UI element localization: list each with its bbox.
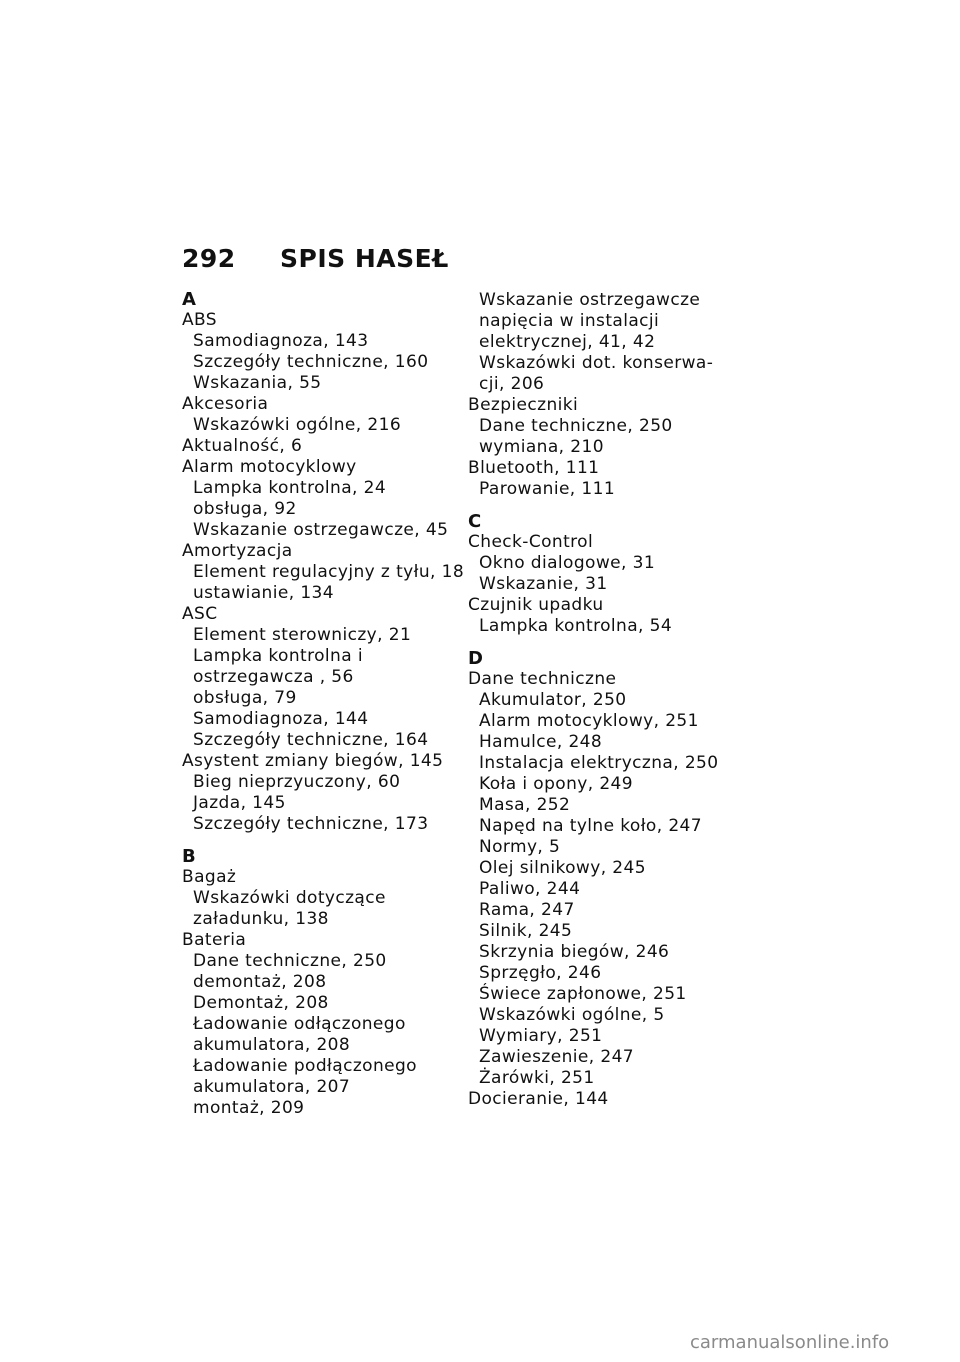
- index-subentry: Wskazówki ogólne, 216: [193, 415, 402, 435]
- index-subentry: wymiana, 210: [479, 437, 604, 457]
- index-subentry: Lampka kontrolna, 54: [479, 616, 673, 636]
- index-subentry: Wskazania, 55: [193, 373, 322, 393]
- index-entry: Docieranie, 144: [468, 1089, 609, 1109]
- index-entry: Dane techniczne: [468, 669, 617, 689]
- index-subentry: napięcia w instalacji: [479, 311, 660, 331]
- index-subentry: Dane techniczne, 250: [193, 951, 387, 971]
- index-subentry: Sprzęgło, 246: [479, 963, 602, 983]
- index-entry: Bluetooth, 111: [468, 458, 600, 478]
- index-subentry: Akumulator, 250: [479, 690, 627, 710]
- index-subentry: Koła i opony, 249: [479, 774, 633, 794]
- index-entry: Czujnik upadku: [468, 595, 604, 615]
- index-subentry: Wskazanie ostrzegawcze, 45: [193, 520, 449, 540]
- index-subentry: demontaż, 208: [193, 972, 327, 992]
- page-number: 292: [182, 244, 236, 273]
- index-subentry: Element sterowniczy, 21: [193, 625, 412, 645]
- index-subentry: Demontaż, 208: [193, 993, 329, 1013]
- index-subentry: Hamulce, 248: [479, 732, 603, 752]
- index-subentry: ustawianie, 134: [193, 583, 334, 603]
- index-subentry: obsługa, 92: [193, 499, 297, 519]
- section-letter-b: B: [182, 846, 196, 867]
- index-subentry: Wskazanie ostrzegawcze: [479, 290, 701, 310]
- index-subentry: Normy, 5: [479, 837, 561, 857]
- index-subentry: Rama, 247: [479, 900, 575, 920]
- index-subentry: cji, 206: [479, 374, 545, 394]
- index-entry: Bagaż: [182, 867, 237, 887]
- index-subentry: Ładowanie podłączonego: [193, 1056, 417, 1076]
- index-subentry: Okno dialogowe, 31: [479, 553, 656, 573]
- index-subentry: Jazda, 145: [193, 793, 286, 813]
- index-entry: Akcesoria: [182, 394, 269, 414]
- index-subentry: Szczegóły techniczne, 173: [193, 814, 429, 834]
- index-entry: Bezpieczniki: [468, 395, 579, 415]
- index-subentry: Skrzynia biegów, 246: [479, 942, 670, 962]
- index-subentry: Ładowanie odłączonego: [193, 1014, 406, 1034]
- index-subentry: Olej silnikowy, 245: [479, 858, 646, 878]
- index-subentry: montaż, 209: [193, 1098, 305, 1118]
- index-subentry: ostrzegawcza , 56: [193, 667, 354, 687]
- index-subentry: Lampka kontrolna i: [193, 646, 363, 666]
- index-subentry: Szczegóły techniczne, 164: [193, 730, 429, 750]
- index-subentry: Świece zapłonowe, 251: [479, 984, 687, 1004]
- index-column-right: [468, 290, 743, 1110]
- index-subentry: Alarm motocyklowy, 251: [479, 711, 699, 731]
- index-subentry: Szczegóły techniczne, 160: [193, 352, 429, 372]
- index-subentry: Wskazanie, 31: [479, 574, 608, 594]
- index-subentry: Wymiary, 251: [479, 1026, 603, 1046]
- watermark: carmanualsonline.info: [690, 1332, 890, 1353]
- index-subentry: Parowanie, 111: [479, 479, 616, 499]
- index-subentry: obsługa, 79: [193, 688, 297, 708]
- index-subentry: Zawieszenie, 247: [479, 1047, 635, 1067]
- index-subentry: Wskazówki dotyczące: [193, 888, 386, 908]
- index-subentry: Silnik, 245: [479, 921, 573, 941]
- section-letter-c: C: [468, 511, 482, 532]
- index-entry: Aktualność, 6: [182, 436, 303, 456]
- index-subentry: załadunku, 138: [193, 909, 329, 929]
- index-subentry: Wskazówki ogólne, 5: [479, 1005, 665, 1025]
- index-subentry: elektrycznej, 41, 42: [479, 332, 656, 352]
- index-subentry: Wskazówki dot. konserwa-: [479, 353, 714, 373]
- index-entry: Bateria: [182, 930, 247, 950]
- page-header: [182, 244, 449, 273]
- index-entry: Asystent zmiany biegów, 145: [182, 751, 444, 771]
- index-entry: Amortyzacja: [182, 541, 293, 561]
- index-subentry: Masa, 252: [479, 795, 571, 815]
- index-subentry: Instalacja elektryczna, 250: [479, 753, 719, 773]
- index-subentry: Napęd na tylne koło, 247: [479, 816, 702, 836]
- index-entry: ABS: [182, 310, 217, 330]
- index-subentry: akumulatora, 207: [193, 1077, 351, 1097]
- index-subentry: akumulatora, 208: [193, 1035, 351, 1055]
- section-letter-a: A: [182, 289, 196, 310]
- index-subentry: Dane techniczne, 250: [479, 416, 673, 436]
- index-column-left: [182, 289, 465, 1119]
- index-subentry: Element regulacyjny z tyłu, 18: [193, 562, 465, 582]
- index-subentry: Żarówki, 251: [479, 1068, 595, 1088]
- index-entry: Alarm motocyklowy: [182, 457, 357, 477]
- index-subentry: Paliwo, 244: [479, 879, 581, 899]
- index-entry: Check-Control: [468, 532, 594, 552]
- index-entry: ASC: [182, 604, 218, 624]
- page-title: SPIS HASEŁ: [280, 244, 449, 273]
- section-letter-d: D: [468, 648, 483, 669]
- index-subentry: Bieg nieprzyuczony, 60: [193, 772, 401, 792]
- index-subentry: Lampka kontrolna, 24: [193, 478, 387, 498]
- index-subentry: Samodiagnoza, 143: [193, 331, 369, 351]
- index-subentry: Samodiagnoza, 144: [193, 709, 369, 729]
